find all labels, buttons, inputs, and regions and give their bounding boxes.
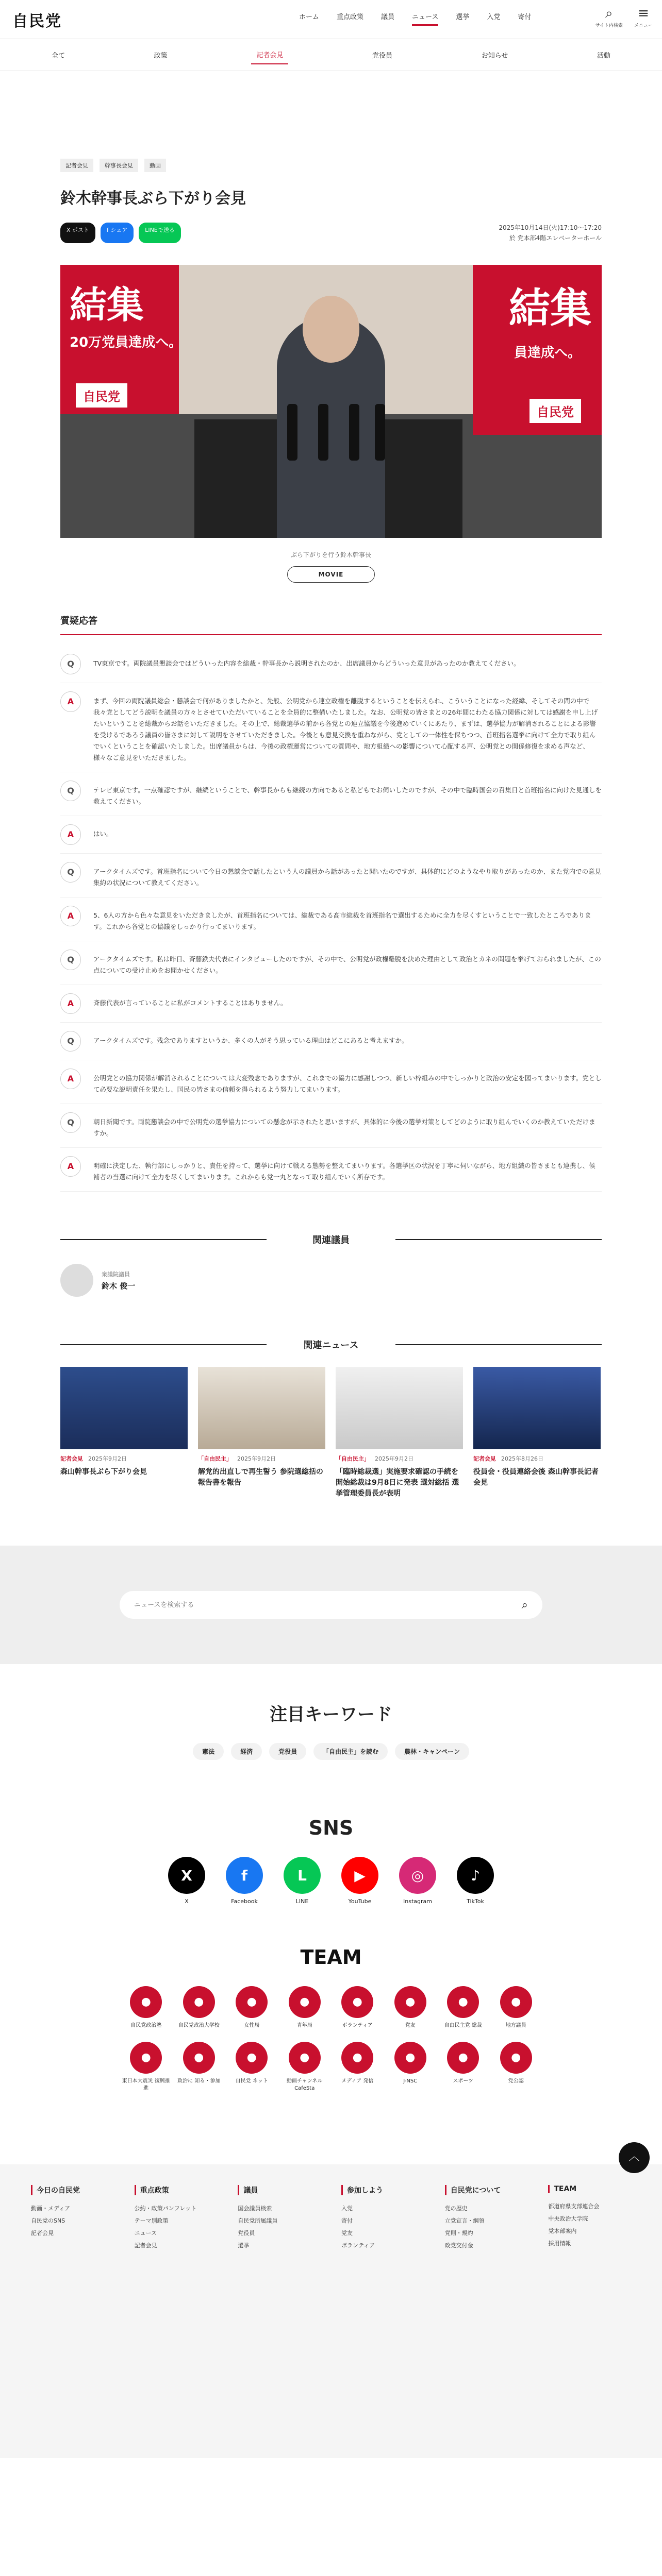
tiktok-icon: ♪	[457, 1857, 494, 1894]
footer-link[interactable]: テーマ別政策	[134, 2217, 169, 2224]
keyword-chip[interactable]: 憲法	[193, 1743, 224, 1760]
team-icon: ●	[341, 2042, 373, 2074]
site-footer	[0, 2164, 662, 2458]
microphone	[318, 404, 328, 461]
share-buttons	[60, 223, 181, 243]
team-link[interactable]	[173, 2042, 226, 2092]
menu-label: メニュー	[634, 23, 653, 28]
menu-button[interactable]	[634, 5, 653, 28]
team-icon: ●	[183, 2042, 215, 2074]
x-icon: X	[168, 1857, 205, 1894]
question-text: 朝日新聞です。両院懇談会の中で公明党の選挙協力についての懸念が示されたと思いますが、具体的に今後の選挙対策としてどのように取り組んでいくのか教えていただけますか。	[93, 1118, 595, 1137]
tab-officers[interactable]: 党役員	[372, 52, 393, 60]
team-link[interactable]	[120, 1986, 173, 2029]
team-heading: TEAM	[300, 1946, 362, 1969]
nav-home[interactable]: ホーム	[299, 13, 320, 21]
answer-text: はい。	[93, 830, 113, 838]
tab-press-conference[interactable]: 記者会見	[251, 45, 288, 64]
news-card[interactable]	[336, 1367, 463, 1499]
team-icon: ●	[341, 1986, 373, 2018]
footer-link[interactable]: 自民党所属議員	[238, 2217, 278, 2224]
banner-right-subtext: 員達成へ。	[514, 345, 581, 361]
answer-row	[60, 816, 602, 854]
news-title: 森山幹事長ぶら下がり会見	[60, 1468, 147, 1476]
scroll-to-top-button[interactable]	[619, 2142, 650, 2173]
site-search-button[interactable]	[595, 5, 623, 28]
footer-column	[31, 2185, 114, 2252]
header-icons	[595, 5, 653, 28]
sns-link-tiktok[interactable]	[457, 1857, 494, 1905]
nav-news[interactable]: ニュース	[412, 11, 438, 26]
team-icon: ●	[130, 1986, 162, 2018]
keywords-heading: 注目キーワード	[270, 1704, 392, 1725]
question-row	[60, 1104, 602, 1148]
question-text: テレビ東京です。一点確認ですが、継続ということで、幹事長からも継続の方向であると私どもでお伺いしたのですが、その中で臨時国会の召集日と首班指名に向けた見通しを教えてください。	[93, 786, 602, 805]
question-mark: Q	[60, 862, 81, 883]
team-label: 党友	[405, 2023, 416, 2028]
team-label: 自民党 ネット	[235, 2078, 268, 2084]
news-thumbnail	[60, 1367, 188, 1449]
keyword-chip[interactable]: 経済	[231, 1743, 262, 1760]
team-icon: ●	[500, 2042, 532, 2074]
article-tags	[60, 159, 602, 172]
team-link[interactable]	[331, 2042, 384, 2092]
question-row	[60, 854, 602, 897]
footer-link[interactable]: 選挙	[238, 2242, 250, 2249]
team-link[interactable]	[278, 1986, 332, 2029]
microphone	[349, 404, 359, 461]
footer-link[interactable]: 国会議員検索	[238, 2205, 272, 2212]
footer-column	[548, 2185, 631, 2252]
footer-column	[238, 2185, 321, 2252]
news-category-label: 記者会見	[473, 1455, 496, 1462]
answer-row	[60, 1060, 602, 1104]
answer-text: 明確に決定した、執行部にしっかりと、責任を持って、選挙に向けて戦える態勢を整えてまいります。各選挙区の状況を丁寧に伺いながら、地方組織の皆さまとも連携し、候補者の当選に向けて全力を尽くしてまいります。これからも党一丸となって取り組んでいく所存です。	[93, 1162, 595, 1181]
answer-row	[60, 985, 602, 1023]
footer-link[interactable]: 動画・メディア	[31, 2205, 71, 2212]
related-member[interactable]	[60, 1264, 602, 1297]
answer-mark: A	[60, 906, 81, 926]
news-card[interactable]	[60, 1367, 188, 1499]
footer-column-title[interactable]: 今日の自民党	[31, 2185, 114, 2195]
team-icon: ●	[394, 2042, 426, 2074]
banner-right-logo: 自民党	[529, 399, 581, 423]
question-mark: Q	[60, 950, 81, 970]
answer-mark: A	[60, 1156, 81, 1177]
footer-link[interactable]: 都道府県支部連合会	[548, 2203, 600, 2210]
team-label: メディア 発信	[341, 2078, 374, 2084]
question-row	[60, 1023, 602, 1060]
microphone	[287, 404, 297, 461]
article	[60, 159, 602, 1499]
date-place	[499, 223, 602, 243]
sns-link-facebook[interactable]	[226, 1857, 263, 1905]
share-x-button[interactable]: X ポスト	[60, 223, 95, 243]
news-category	[336, 1454, 463, 1463]
answer-row	[60, 897, 602, 941]
footer-column-title[interactable]: 重点政策	[135, 2185, 218, 2195]
news-category-label: 記者会見	[60, 1455, 83, 1462]
footer-link[interactable]: 政党交付金	[444, 2242, 473, 2249]
team-icon: ●	[394, 1986, 426, 2018]
news-thumbnail	[473, 1367, 601, 1449]
article-title: 鈴木幹事長ぶら下がり会見	[60, 190, 246, 208]
news-category	[60, 1454, 188, 1463]
footer-link[interactable]: 立党宣言・綱領	[444, 2217, 485, 2224]
search-icon[interactable]: ⌕	[521, 1598, 528, 1612]
team-icon: ●	[130, 2042, 162, 2074]
site-search-label: サイト内検索	[595, 23, 623, 28]
question-mark: Q	[60, 1031, 81, 1052]
question-mark: Q	[60, 654, 81, 674]
tab-policy[interactable]: 政策	[154, 52, 168, 60]
team-link[interactable]	[120, 2042, 173, 2092]
sns-label: TikTok	[467, 1898, 484, 1905]
banner-right-text: 結集	[509, 284, 591, 332]
related-member-heading: 関連議員	[60, 1233, 602, 1246]
facebook-icon: f	[226, 1857, 263, 1894]
sns-label: Instagram	[403, 1898, 432, 1905]
sns-link-line[interactable]	[284, 1857, 321, 1905]
sns-label: LINE	[295, 1898, 309, 1905]
news-category	[198, 1454, 325, 1463]
team-grid	[120, 1986, 542, 2092]
related-news-list	[60, 1367, 602, 1499]
team-link[interactable]	[437, 1986, 490, 2029]
team-icon: ●	[500, 1986, 532, 2018]
news-title: 「臨時総裁選」実施要求確認の手続を開始総裁は9月8日に発表 選対総括 選挙管理委員長が表明	[336, 1468, 459, 1498]
search-icon: ⌕	[605, 6, 613, 21]
footer-columns	[31, 2185, 631, 2252]
footer-link[interactable]: 公約・政策パンフレット	[134, 2205, 197, 2212]
qa-heading: 質疑応答	[60, 614, 602, 635]
news-category-label: 「自由民主」	[198, 1455, 232, 1462]
news-category-label: 「自由民主」	[336, 1455, 370, 1462]
category-tabs	[0, 39, 662, 71]
chevron-up-icon: ︿	[628, 2150, 640, 2163]
nav-policy[interactable]: 重点政策	[337, 13, 364, 21]
team-link[interactable]	[225, 1986, 278, 2029]
news-card[interactable]	[198, 1367, 325, 1499]
avatar	[60, 1264, 93, 1297]
answer-text: 5、6人の方から色々な意見をいただきましたが、首班指名については、総裁である高市総裁を首班指名で選出するために全力を尽くすということで一致したところであります。これから各党との協議をしっかり行ってまいります。	[93, 911, 591, 930]
nav-donate[interactable]: 寄付	[518, 13, 532, 21]
article-place: 於 党本部4階エレベーターホール	[509, 234, 602, 242]
team-icon: ●	[447, 1986, 479, 2018]
sns-link-x[interactable]	[168, 1857, 205, 1905]
answer-text: まず、今回の両院議員総会・懇談会で何がありましたかと、先般、公明党から連立政権を離脱するということを伝えられ、こういうことになった経緯、そしてその間の中で我々党としてどう説明を議員の方々とさせていただいていることを全員的に整備いたしました。なお、公明党の皆さまとの26年間にわたる協力関係に対しては感謝を申し上げたいということを総裁からお話をいただきました。その上で、総裁選挙の前から各党との連立協議を今後進めていくにあたり、まずは、選挙協力が解消されることによる影響を受けるであろう議員の皆さまに対して説明をさせていただきました。今後とも意見交換を重ねながら、党としての一体性を保ちつつ、首班指名選挙に向けて全力で取り組んでいくということを確認いたしました。出席議員からは、今後の政権運営についての質問や、地方組織への影響について心配する声、公明党との関係修復を求める声など、様々なご意見をいただきました。	[93, 697, 598, 761]
article-photo	[60, 265, 602, 538]
sns-label: Facebook	[231, 1898, 258, 1905]
footer-column-title[interactable]: TEAM	[548, 2185, 631, 2193]
global-nav	[299, 11, 531, 26]
news-search-box	[120, 1591, 542, 1619]
footer-link[interactable]: 党則・規約	[444, 2230, 473, 2236]
sns-list	[0, 1857, 662, 1905]
team-label: 自民党政治大学校	[178, 2023, 220, 2028]
footer-link[interactable]: 記者会見	[134, 2242, 157, 2249]
news-date: 2025年9月2日	[237, 1455, 276, 1462]
tag[interactable]: 記者会見	[60, 159, 93, 172]
team-link[interactable]	[490, 2042, 543, 2092]
share-facebook-button[interactable]: f シェア	[101, 223, 134, 243]
team-icon: ●	[236, 1986, 268, 2018]
microphone	[375, 404, 385, 461]
question-row	[60, 772, 602, 816]
question-mark: Q	[60, 781, 81, 801]
nav-election[interactable]: 選挙	[456, 13, 470, 21]
banner-left-subtext: 20万党員達成へ。	[70, 335, 183, 350]
question-text: アークタイムズです。残念でありますというか、多くの人がそう思っている理由はどこにあると考えますか。	[93, 1037, 408, 1044]
footer-link[interactable]: 党の歴史	[444, 2205, 468, 2212]
question-text: アークタイムズです。首班指名について今日の懇談会で話したという人の議員から話があったと聞いたのですが、具体的にどのようなやり取りがあったのか、また党内での意見集約の状況について教えてください。	[93, 868, 602, 887]
footer-link[interactable]: 党役員	[238, 2230, 255, 2236]
team-label: 動画チャンネル CafeSta	[287, 2078, 323, 2091]
team-label: 政治に 知る・参加	[177, 2078, 221, 2084]
footer-link[interactable]: 党本部案内	[548, 2228, 577, 2234]
line-icon: L	[284, 1857, 321, 1894]
footer-column-title[interactable]: 自民党について	[445, 2185, 528, 2195]
banner-left-logo: 自民党	[76, 383, 127, 408]
footer-link[interactable]: 自民党のSNS	[31, 2217, 65, 2224]
site-logo[interactable]: 自民党	[12, 12, 62, 30]
question-text: アークタイムズです。私は昨日、斉藤鉄夫代表にインタビューしたのですが、その中で、公明党が政権離脱を決めた理由として政治とカネの問題を挙げておられましたが、この点についての受け止めをお聞かせください。	[93, 955, 601, 974]
youtube-icon: ▶	[341, 1857, 378, 1894]
keyword-chip[interactable]: 「自由民主」を読む	[313, 1743, 388, 1760]
share-line-button[interactable]: LINEで送る	[139, 223, 181, 243]
team-label: ボランティア	[342, 2023, 373, 2028]
keyword-chip[interactable]: 農林・キャンペーン	[395, 1743, 469, 1760]
photo-caption: ぶら下がりを行う鈴木幹事長	[290, 551, 371, 558]
question-mark: Q	[60, 1112, 81, 1133]
footer-link[interactable]: 入党	[341, 2205, 353, 2212]
answer-mark: A	[60, 691, 81, 712]
footer-link[interactable]: 採用情報	[548, 2240, 571, 2247]
related-news-heading: 関連ニュース	[60, 1338, 602, 1351]
sns-link-instagram[interactable]	[399, 1857, 436, 1905]
sns-label: X	[185, 1898, 189, 1905]
tag[interactable]: 幹事長会見	[100, 159, 138, 172]
news-thumbnail	[198, 1367, 325, 1449]
news-title: 解党的出直しで再生誓う 参院選総括の報告書を報告	[198, 1468, 323, 1487]
team-link[interactable]	[173, 1986, 226, 2029]
answer-text: 斉藤代表が言っていることに私がコメントすることはありません。	[93, 999, 287, 1007]
team-label: 党公認	[508, 2078, 524, 2084]
footer-column	[135, 2185, 218, 2252]
question-text: TV東京です。両院議員懇談会ではどういった内容を総裁・幹事長から説明されたのか、出席議員からどういった意見があったのか教えてください。	[93, 659, 520, 667]
tab-activities[interactable]: 活動	[597, 52, 610, 60]
keyword-list	[0, 1743, 662, 1760]
sns-label: YouTube	[348, 1898, 372, 1905]
answer-row	[60, 1148, 602, 1192]
footer-column	[445, 2185, 528, 2252]
question-row	[60, 646, 602, 683]
team-link[interactable]	[437, 2042, 490, 2092]
team-label: 自民党政治塾	[130, 2023, 162, 2028]
answer-mark: A	[60, 1069, 81, 1089]
nav-join[interactable]: 入党	[487, 13, 501, 21]
team-icon: ●	[183, 1986, 215, 2018]
tab-all[interactable]: 全て	[52, 52, 65, 60]
team-label: 女性局	[244, 2023, 260, 2028]
team-label: 東日本大震災 復興推進	[122, 2078, 170, 2091]
team-icon: ●	[236, 2042, 268, 2074]
team-icon: ●	[447, 2042, 479, 2074]
banner-left-text: 結集	[70, 283, 144, 327]
keyword-chip[interactable]: 党役員	[269, 1743, 306, 1760]
team-link[interactable]	[384, 1986, 437, 2029]
hamburger-icon: ≡	[638, 6, 649, 21]
footer-link[interactable]: 寄付	[341, 2217, 353, 2224]
team-link[interactable]	[384, 2042, 437, 2092]
instagram-icon: ◎	[399, 1857, 436, 1894]
movie-button[interactable]: MOVIE	[287, 566, 375, 583]
footer-link[interactable]: ニュース	[134, 2230, 157, 2236]
team-label: スポーツ	[453, 2078, 474, 2084]
news-category	[473, 1454, 601, 1463]
qa-list	[60, 646, 602, 1192]
footer-link[interactable]: 中央政治大学院	[548, 2215, 588, 2222]
team-label: 青年局	[296, 2023, 312, 2028]
question-row	[60, 941, 602, 985]
footer-link[interactable]: ボランティア	[341, 2242, 375, 2249]
team-link[interactable]	[331, 1986, 384, 2029]
footer-column-title[interactable]: 議員	[238, 2185, 321, 2195]
team-icon: ●	[289, 1986, 321, 2018]
team-icon: ●	[289, 2042, 321, 2074]
news-date: 2025年9月2日	[375, 1455, 413, 1462]
footer-link[interactable]: 記者会見	[31, 2230, 54, 2236]
speaker-face	[303, 296, 359, 363]
nav-members[interactable]: 議員	[381, 13, 395, 21]
news-date: 2025年8月26日	[501, 1455, 543, 1462]
answer-mark: A	[60, 993, 81, 1014]
member-role: 衆議院議員	[102, 1270, 130, 1278]
member-name: 鈴木 俊一	[102, 1281, 136, 1291]
answer-text: 公明党との協力関係が解消されることについては大変残念でありますが、これまでの協力に感謝しつつ、新しい枠組みの中でしっかりと政治の安定を図ってまいります。党として必要な説明責任を果たし、国民の皆さまの信頼を得られるよう努力してまいります。	[93, 1074, 602, 1093]
tag[interactable]: 動画	[144, 159, 166, 172]
news-title: 役員会・役員連絡会後 森山幹事長記者会見	[473, 1468, 599, 1487]
site-header	[0, 0, 662, 39]
team-link[interactable]	[225, 2042, 278, 2092]
sns-link-youtube[interactable]	[341, 1857, 378, 1905]
news-thumbnail	[336, 1367, 463, 1449]
team-label: 自由民主党 総裁	[444, 2023, 482, 2028]
footer-link[interactable]: 党友	[341, 2230, 353, 2236]
footer-column-title[interactable]: 参加しよう	[341, 2185, 424, 2195]
news-date: 2025年9月2日	[88, 1455, 127, 1462]
team-link[interactable]	[490, 1986, 543, 2029]
answer-row	[60, 683, 602, 772]
footer-column	[341, 2185, 424, 2252]
article-date: 2025年10月14日(火)17:10〜17:20	[499, 224, 602, 231]
answer-mark: A	[60, 824, 81, 845]
team-link[interactable]	[278, 2042, 332, 2092]
news-search-input[interactable]	[134, 1601, 522, 1609]
sns-heading: SNS	[308, 1817, 354, 1839]
team-label: 地方議員	[505, 2023, 526, 2028]
article-meta	[60, 223, 602, 243]
team-label: J-NSC	[403, 2078, 418, 2084]
news-card[interactable]	[473, 1367, 601, 1499]
tab-notices[interactable]: お知らせ	[481, 52, 508, 60]
news-search-section	[0, 1546, 662, 1664]
